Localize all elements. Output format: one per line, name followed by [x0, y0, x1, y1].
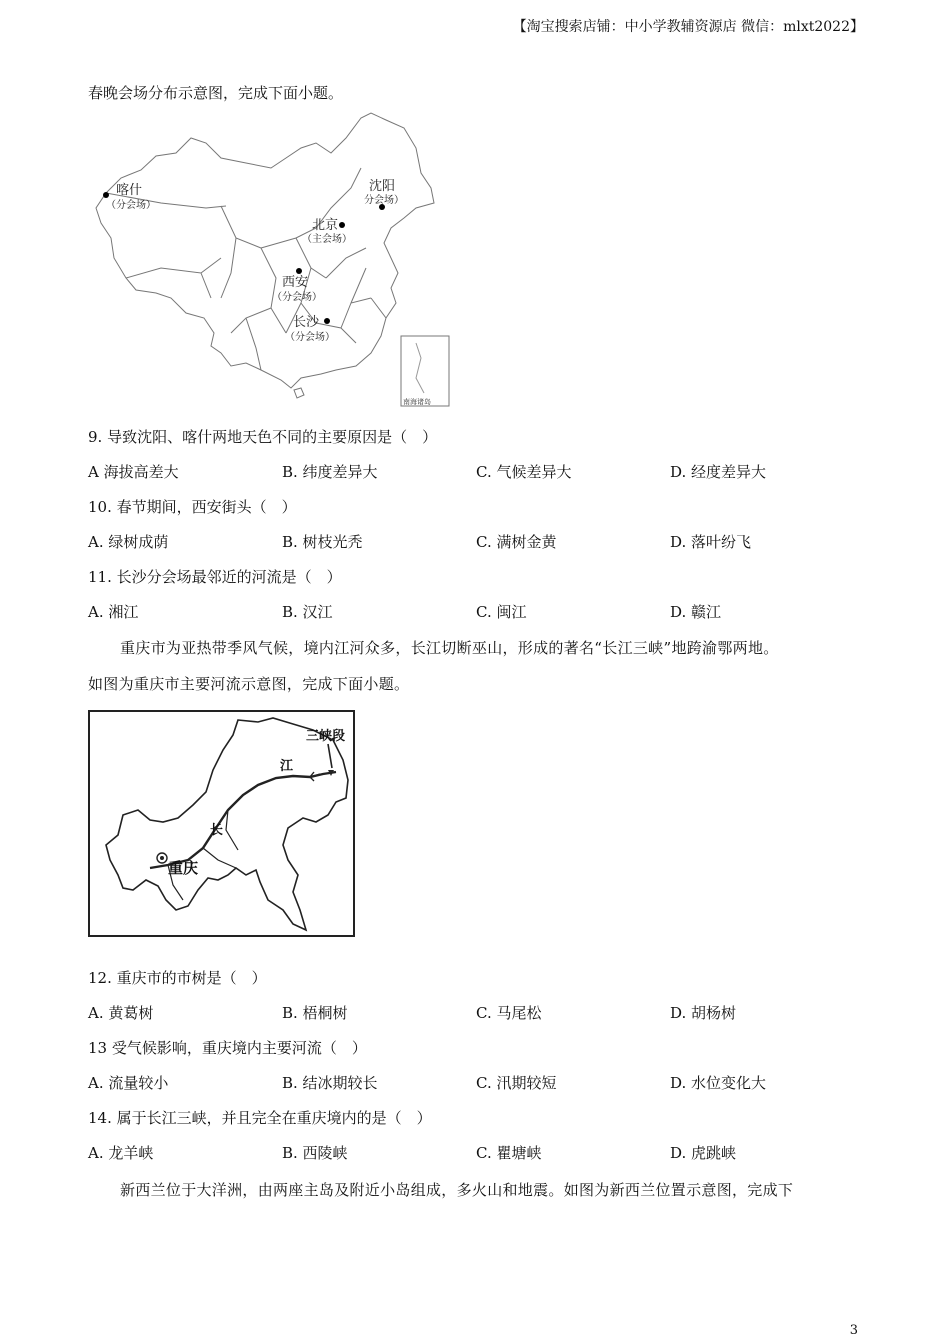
q10-option-d: D. 落叶纷飞: [670, 533, 752, 551]
city-label-shenyang: 沈阳: [369, 179, 396, 194]
question-11-stem: 11. 长沙分会场最邻近的河流是（ ）: [88, 568, 342, 586]
gorge-label: 三峡段: [306, 729, 346, 744]
city-label-chongqing: 重庆: [168, 859, 199, 877]
q11-option-b: B. 汉江: [282, 603, 333, 621]
q11-option-a: A. 湘江: [88, 603, 139, 621]
question-10-stem: 10. 春节期间，西安街头（ ）: [88, 498, 297, 516]
city-sub-xian: （分会场）: [272, 292, 322, 303]
q14-option-d: D. 虎跳峡: [670, 1144, 737, 1162]
q9-option-d: D. 经度差异大: [670, 463, 767, 481]
question-12-stem: 12. 重庆市的市树是（ ）: [88, 969, 267, 987]
page-number: 3: [849, 1323, 858, 1338]
q9-option-c: C. 气候差异大: [476, 463, 572, 481]
city-dot-beijing: [339, 222, 345, 228]
q14-option-c: C. 瞿塘峡: [476, 1144, 542, 1162]
city-sub-shenyang: 分会场）: [364, 195, 404, 206]
river-label-chang: 长: [210, 823, 224, 838]
chongqing-river-map: [88, 710, 356, 938]
river-label-jiang: 江: [280, 759, 294, 774]
city-label-kashgar: 喀什: [116, 183, 143, 198]
chongqing-paragraph-line2: 如图为重庆市主要河流示意图，完成下面小题。: [88, 675, 410, 693]
china-map: [86, 108, 452, 408]
q13-option-c: C. 汛期较短: [476, 1074, 557, 1092]
city-sub-kashgar: （分会场）: [106, 200, 156, 211]
inset-label: 南海诸岛: [403, 398, 431, 406]
city-sub-changsha: （分会场）: [285, 332, 335, 343]
city-label-beijing: 北京: [312, 218, 339, 233]
q10-option-b: B. 树枝光秃: [282, 533, 363, 551]
q11-option-d: D. 赣江: [670, 603, 722, 621]
question-9-stem: 9. 导致沈阳、喀什两地天色不同的主要原因是（ ）: [88, 428, 438, 446]
city-dot-kashgar: [103, 192, 109, 198]
q9-option-a: A 海拔高差大: [88, 463, 179, 481]
q9-option-b: B. 纬度差异大: [282, 463, 378, 481]
chongqing-paragraph-line1: 重庆市为亚热带季风气候，境内江河众多，长江切断巫山，形成的著名“长江三峡”地跨渝鄂两地。: [120, 639, 779, 657]
city-sub-beijing: （主会场）: [302, 234, 352, 245]
q11-option-c: C. 闽江: [476, 603, 527, 621]
q13-option-b: B. 结冰期较长: [282, 1074, 378, 1092]
city-label-changsha: 长沙: [293, 315, 320, 330]
q12-option-b: B. 梧桐树: [282, 1004, 348, 1022]
q12-option-c: C. 马尾松: [476, 1004, 542, 1022]
q14-option-b: B. 西陵峡: [282, 1144, 348, 1162]
city-label-xian: 西安: [282, 275, 309, 290]
question-14-stem: 14. 属于长江三峡，并且完全在重庆境内的是（ ）: [88, 1109, 432, 1127]
q12-option-d: D. 胡杨树: [670, 1004, 737, 1022]
q12-option-a: A. 黄葛树: [88, 1004, 154, 1022]
q10-option-c: C. 满树金黄: [476, 533, 557, 551]
city-dot-changsha: [324, 318, 330, 324]
question-13-stem: 13 受气候影响，重庆境内主要河流（ ）: [88, 1039, 367, 1057]
page-header: 【淘宝搜索店铺：中小学教辅资源店 微信：mlxt2022】: [512, 19, 864, 35]
new-zealand-paragraph: 新西兰位于大洋洲，由两座主岛及附近小岛组成，多火山和地震。如图为新西兰位置示意图，完成下: [120, 1181, 794, 1199]
q13-option-a: A. 流量较小: [88, 1074, 169, 1092]
city-dot-xian: [296, 268, 302, 274]
q13-option-d: D. 水位变化大: [670, 1074, 767, 1092]
q14-option-a: A. 龙羊峡: [88, 1144, 154, 1162]
intro-text: 春晚会场分布示意图，完成下面小题。: [88, 84, 344, 102]
q10-option-a: A. 绿树成荫: [88, 533, 169, 551]
